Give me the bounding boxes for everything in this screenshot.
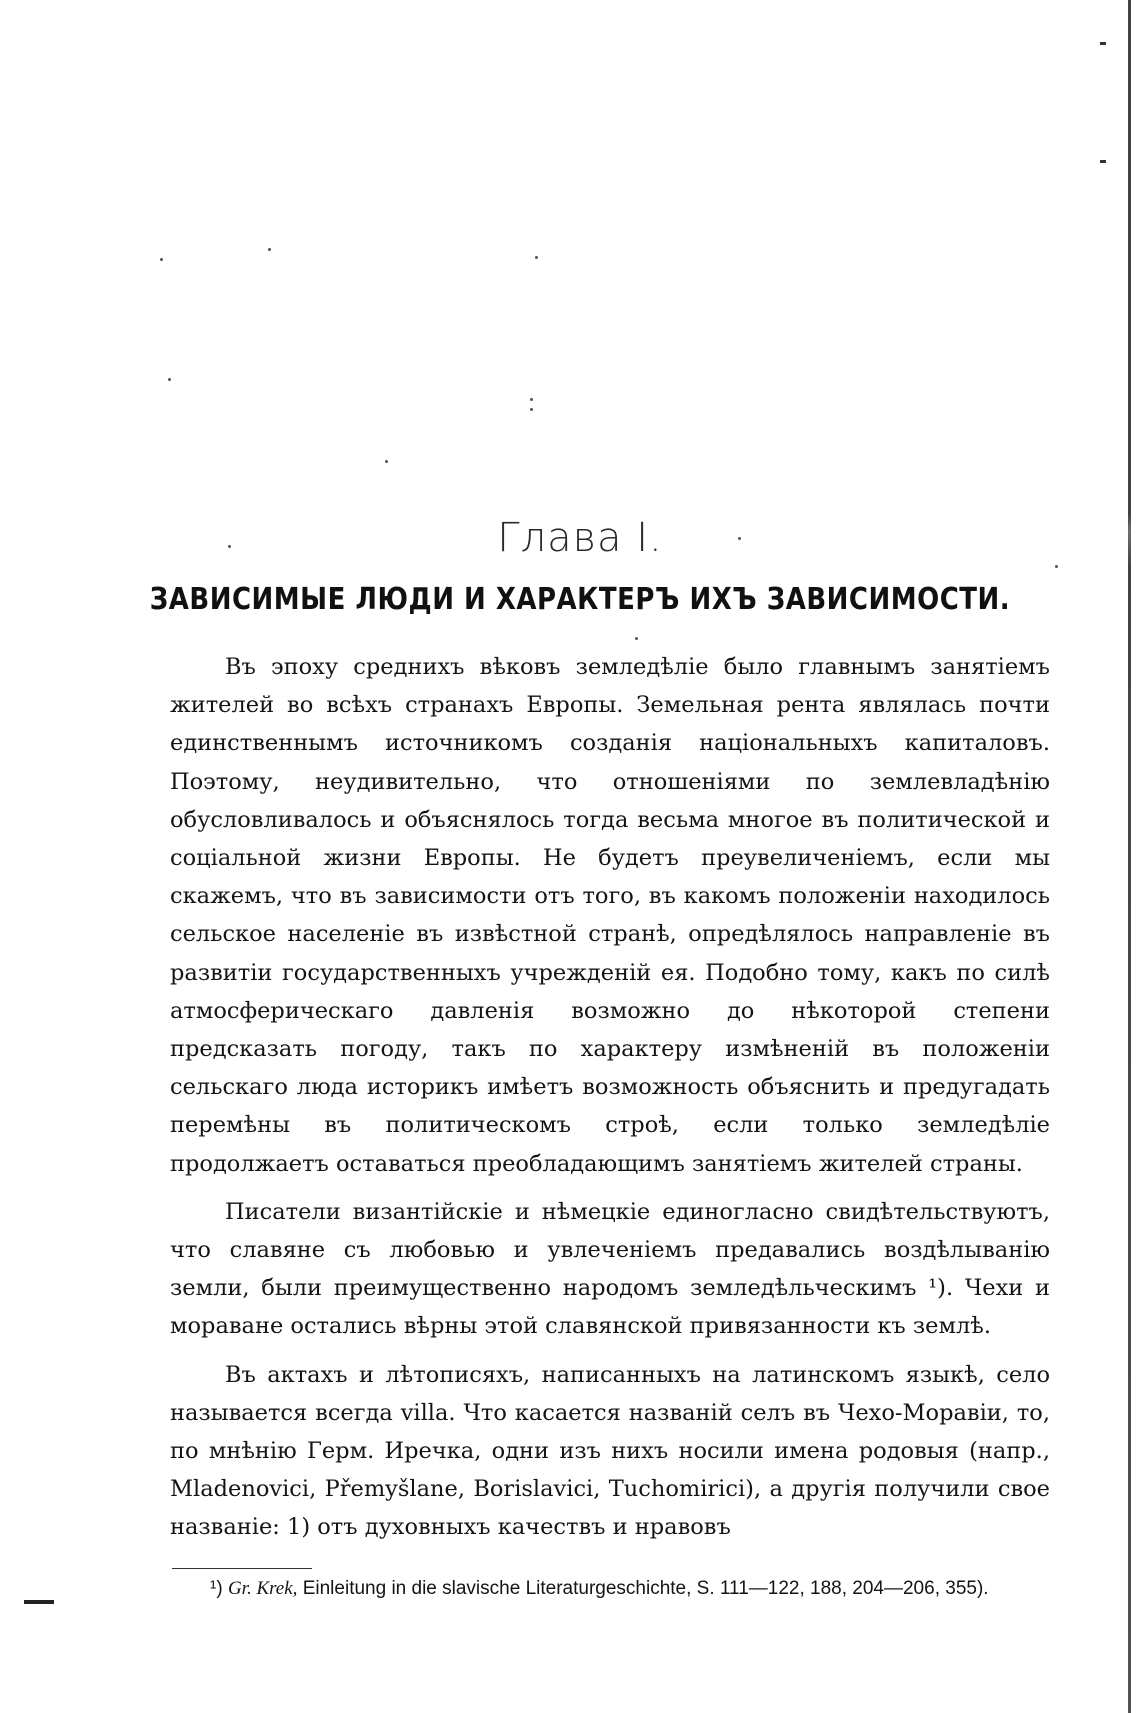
scan-edge-mark — [1100, 42, 1106, 45]
footnote-author: Gr. Krek, — [227, 1578, 298, 1599]
scan-speck — [160, 258, 163, 261]
scan-edge-mark — [1100, 160, 1106, 163]
scan-edge-dash — [24, 1600, 54, 1604]
paragraph: Писатели византійскіе и нѣмецкіе единогласно свидѣтельствуютъ, что славяне съ любовью и увлеченіемъ предавались воздѣлыванію земли, были преимущественно народомъ земледѣльческимъ ¹). Чехи и мораване остались вѣрны этой славянской привязанности къ землѣ. — [170, 1198, 1050, 1340]
scan-speck — [268, 248, 271, 251]
footnote-marker: ¹) — [210, 1578, 223, 1599]
chapter-subtitle: ЗАВИСИМЫЕ ЛЮДИ И ХАРАКТЕРЪ ИХЪ ЗАВИСИМОСТИ. — [149, 582, 1011, 618]
paragraph: Въ актахъ и лѣтописяхъ, написанныхъ на латинскомъ языкѣ, село называется всегда villa. Что касается названій селъ въ Чехо-Моравіи, то, по мнѣнію Герм. Иречка, одни изъ нихъ носили имена родовыя (напр., Mladenovici, Přemyšlane, Borislavici, Tuchomirici), а другія получили свое названіе: 1) отъ духовныхъ качествъ и нравовъ — [170, 1361, 1050, 1541]
paragraph: Въ эпоху среднихъ вѣковъ земледѣліе было главнымъ занятіемъ жителей во всѣхъ странахъ Европы. Земельная рента являлась почти единственнымъ источникомъ созданія національныхъ капиталовъ. Поэтому, неудивительно, что отношеніями по землевладѣнію обусловливалось и объяснялось тогда весьма многое въ политической и соціальной жизни Европы. Не будетъ преувеличеніемъ, если мы скажемъ, что въ зависимости отъ того, въ какомъ положеніи находилось сельское населеніе въ извѣстной странѣ, опредѣлялось направленіе въ развитіи государственныхъ учрежденій ея. Подобно тому, какъ по силѣ атмосферическаго давленія возможно до нѣкоторой степени предсказать погоду, такъ по характеру измѣненій въ положеніи сельскаго люда историкъ имѣетъ возможность объяснить и предугадать перемѣны въ политическомъ строѣ, если только земледѣліе продолжаетъ оставаться преобладающимъ занятіемъ жителей страны. — [170, 654, 1050, 1177]
chapter-title: Глава I. — [497, 515, 663, 561]
scan-speck — [530, 398, 533, 401]
footnote — [172, 1573, 1050, 1605]
footnote-rule — [172, 1568, 312, 1569]
scan-speck — [530, 408, 533, 411]
main-text — [170, 648, 1050, 1557]
scan-speck — [535, 256, 538, 259]
footnote-text: Einleitung in die slavische Literaturgeschichte, S. 111—122, 188, 204—206, 355). — [302, 1578, 989, 1599]
scan-edge-line — [1128, 0, 1131, 1713]
scan-speck — [635, 637, 638, 640]
scan-speck — [385, 460, 388, 463]
scan-speck — [168, 378, 171, 381]
scan-speck — [1055, 565, 1058, 568]
